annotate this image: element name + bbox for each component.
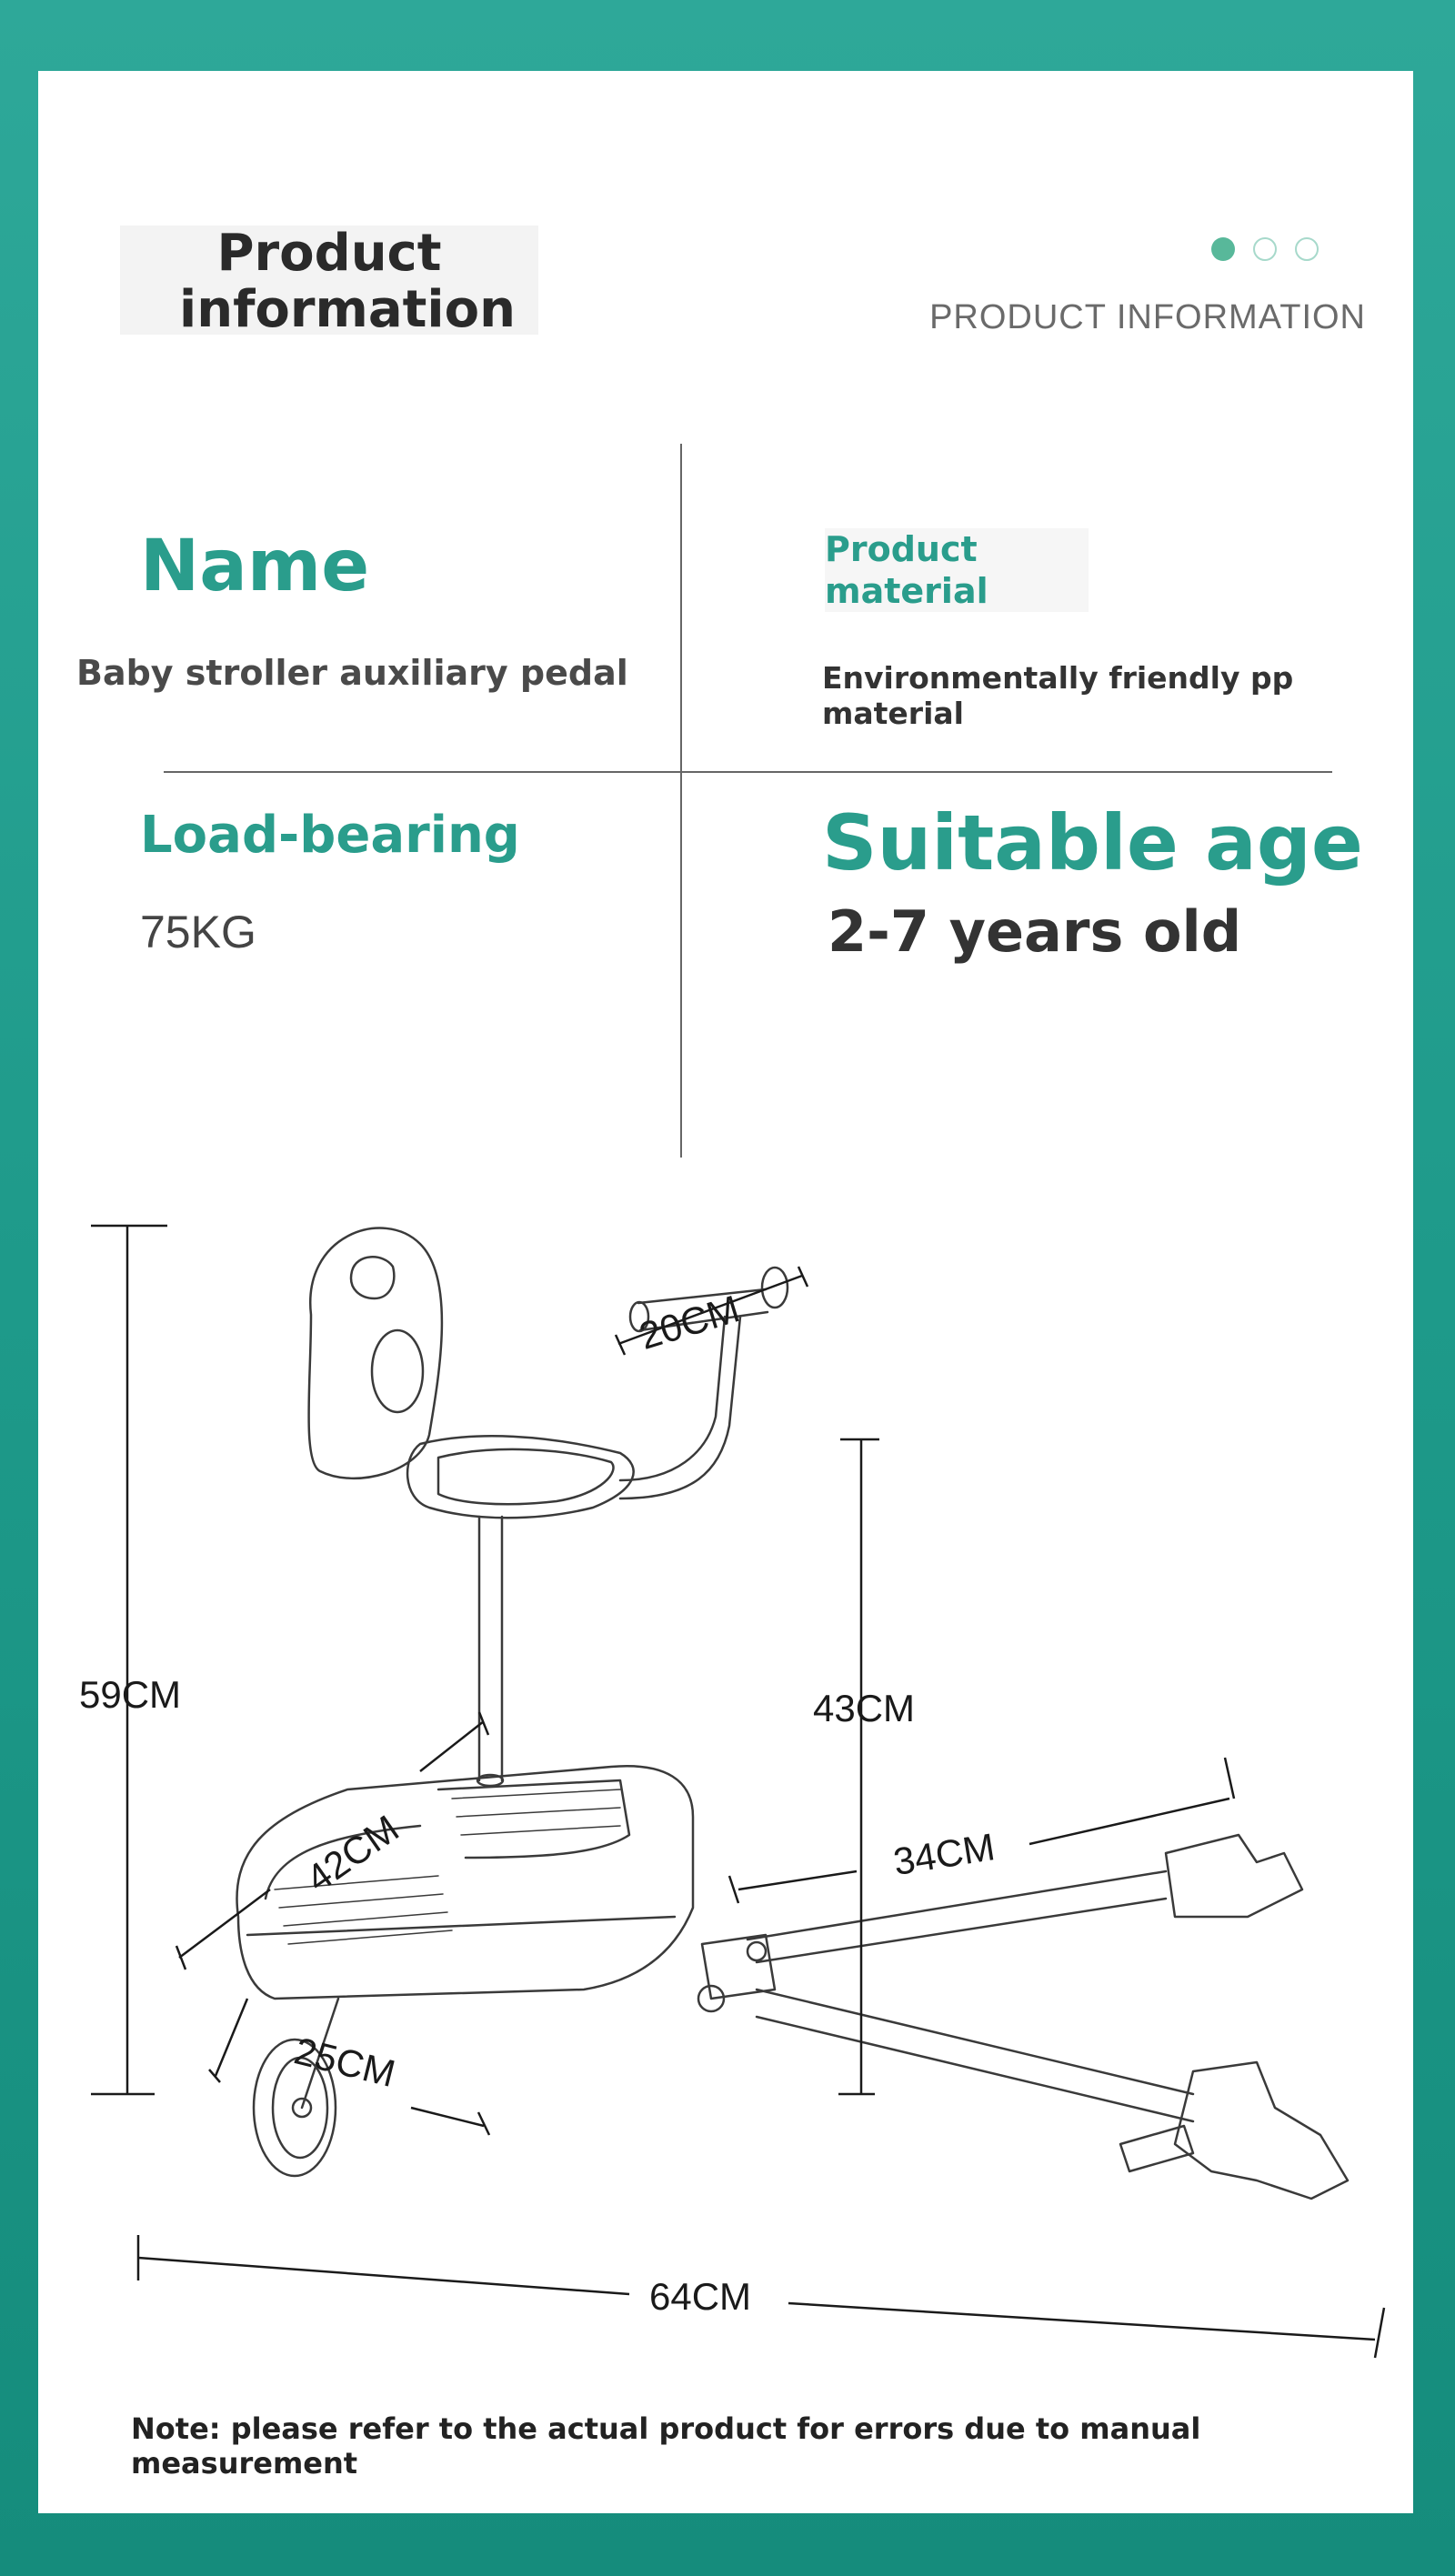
age-value: 2-7 years old	[828, 898, 1242, 965]
dim-handle-height: 43CM	[813, 1687, 916, 1729]
vertical-divider	[680, 444, 682, 1158]
pagination-dot-2[interactable]	[1253, 237, 1277, 261]
name-label: Name	[140, 526, 370, 607]
pagination-dots	[1211, 237, 1330, 265]
age-label: Suitable age	[822, 798, 1363, 887]
pagination-dot-1[interactable]	[1211, 237, 1235, 261]
page-subtitle: PRODUCT INFORMATION	[929, 298, 1366, 336]
dim-board-width: 42CM	[298, 1806, 406, 1900]
material-value: Environmentally friendly pp material	[822, 660, 1294, 731]
material-label: Product material	[825, 528, 1089, 612]
load-value: 75KG	[140, 907, 256, 957]
dimension-lines	[91, 1226, 1384, 2358]
name-value: Baby stroller auxiliary pedal	[76, 653, 628, 693]
dim-wheel-base: 25CM	[290, 2029, 400, 2096]
measurement-note: Note: please refer to the actual product for errors due to manual measurement	[131, 2411, 1201, 2481]
product-card	[38, 71, 1413, 2513]
horizontal-divider	[164, 771, 1332, 773]
product-dimension-diagram	[38, 1198, 1413, 2399]
dim-total-height: 59CM	[79, 1673, 182, 1716]
pagination-dot-3[interactable]	[1295, 237, 1319, 261]
dim-total-length: 64CM	[649, 2275, 752, 2318]
page-title	[120, 224, 538, 339]
dim-handle-width: 20CM	[634, 1287, 745, 1358]
stroller-board-illustration	[237, 1228, 1349, 2199]
dim-arm-length: 34CM	[890, 1825, 998, 1884]
load-label: Load-bearing	[140, 806, 520, 865]
page-title-text: Product information	[179, 224, 516, 339]
